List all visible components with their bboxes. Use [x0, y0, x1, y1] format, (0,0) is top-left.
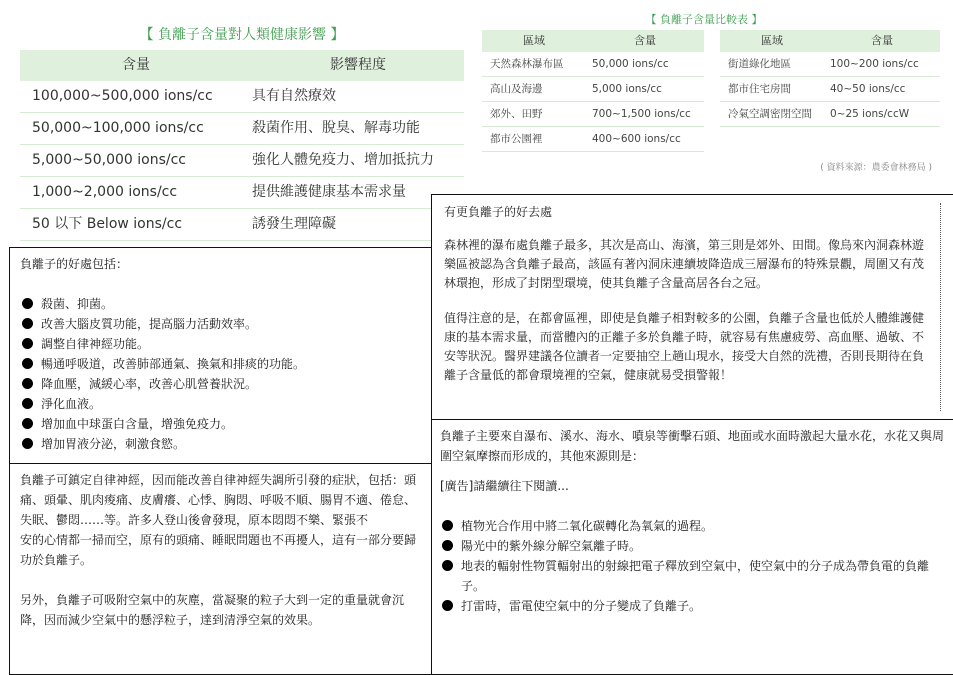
cell-content: 100,000~500,000 ions/cc [32, 88, 213, 104]
cell-area: 郊外、田野 [490, 108, 543, 120]
benefit-text: 殺菌、抑菌。 [41, 297, 114, 311]
data-source-note: ( 資料來源：農委會林務局 ) [820, 163, 932, 173]
cell-content: 5,000~50,000 ions/cc [32, 152, 186, 168]
list-item [20, 294, 421, 314]
bullet-icon [22, 358, 33, 369]
col-header-content: 含量 [122, 57, 150, 73]
list-item [440, 516, 945, 536]
list-item [20, 314, 421, 334]
cell-content: 40~50 ions/cc [830, 83, 906, 95]
list-item [20, 394, 421, 414]
nerves-paragraph-1: 負離子可鎮定自律神經，因而能改善自律神經失調所引發的症狀，包括：頭痛、頭暈、肌肉痠痛、皮膚癢、心悸、胸悶、呼吸不順、腸胃不適、倦怠、失眠、鬱悶……等。許多人登山後會發現，原本悶悶不樂、緊張不 [20, 473, 417, 527]
locations-paragraph-1: 森林裡的瀑布處負離子最多，其次是高山、海濱，第三則是郊外、田間。像烏來內洞森林遊樂區被認為含負離子最高，該區有著內洞床連續坡降造成三層瀑布的特殊景觀，周圍又有茂林環抱，形成了封閉型環境，使其負離子含量高居各台之冠。 [444, 238, 925, 290]
locations-paragraph-2: 值得注意的是，在都會區裡，即使是負離子相對較多的公園，負離子含量也低於人體維護健康的基本需求量，而當體內的正離子多於負離子時，就容易有焦慮疲勞、高血壓、過敏、不安等狀況。醫界建議各位讀者一定要抽空上趟山現水，接受大自然的洗禮，否則長期待在負離子含量低的都會環境裡的空氣，健康就易受損警報！ [444, 311, 925, 382]
table-row [20, 81, 464, 113]
bullet-icon [442, 560, 453, 571]
bullet-icon [442, 520, 453, 531]
table-row [720, 102, 940, 127]
benefit-text: 降血壓，減緩心率，改善心肌營養狀況。 [41, 377, 258, 391]
cell-area: 冷氣空調密閉空間 [728, 108, 812, 120]
bullet-icon [442, 600, 453, 611]
cell-area: 高山及海邊 [490, 83, 543, 95]
health-impact-header [20, 50, 464, 81]
sources-box [431, 419, 953, 675]
list-item [440, 556, 945, 596]
list-item [20, 354, 421, 374]
list-item [20, 434, 421, 454]
benefit-text: 改善大腦皮質功能，提高腦力活動效率。 [41, 317, 258, 331]
cell-content: 0~25 ions/ccW [830, 108, 910, 120]
benefits-intro: 負離子的好處包括： [20, 257, 129, 271]
list-item [440, 596, 945, 616]
col-header-content: 含量 [634, 34, 656, 47]
cell-content: 700~1,500 ions/cc [592, 108, 691, 120]
benefits-box [9, 247, 432, 464]
comparison-header [482, 30, 704, 52]
benefit-text: 增加胃液分泌，刺激食慾。 [41, 437, 186, 451]
cell-impact: 誘發生理障礙 [252, 216, 336, 232]
benefit-text: 暢通呼吸道，改善肺部通氣、換氣和排痰的功能。 [41, 357, 306, 371]
benefits-list [20, 294, 421, 454]
table-row [482, 52, 704, 77]
table-row [482, 127, 704, 152]
table-row [482, 102, 704, 127]
nerves-paragraph-1b: 安的心情都一掃而空，原有的頭痛、睡眠問題也不再擾人，這有一部分要歸功於負離子。 [20, 533, 417, 567]
bullet-icon [22, 298, 33, 309]
health-impact-title: 【 負離子含量對人類健康影響 】 [139, 27, 345, 43]
list-item [440, 536, 945, 556]
table-row [482, 77, 704, 102]
benefit-text: 增加血中球蛋白含量，增強免疫力。 [41, 417, 234, 431]
cell-content: 400~600 ions/cc [592, 133, 681, 145]
nerves-paragraph-2: 另外，負離子可吸附空氣中的灰塵，當凝聚的粒子大到一定的重量就會沉降，因而減少空氣中的懸浮粒子，達到清淨空氣的效果。 [20, 593, 405, 627]
source-text: 植物光合作用中將二氧化碳轉化為氧氣的過程。 [461, 519, 714, 533]
source-text: 陽光中的紫外線分解空氣離子時。 [461, 539, 642, 553]
locations-title: 有更負離子的好去處 [444, 205, 553, 219]
cell-content: 50,000 ions/cc [592, 58, 669, 70]
cell-area: 街道綠化地區 [728, 58, 791, 70]
source-text: 地表的輻射性物質輻射出的射線把電子釋放到空氣中，使空氣中的分子成為帶負電的負離子。 [461, 559, 930, 593]
comparison-left-column [482, 30, 704, 152]
table-row [20, 113, 464, 145]
comparison-header [720, 30, 940, 52]
cell-impact: 殺菌作用、脫臭、解毒功能 [252, 120, 420, 136]
cell-content: 100~200 ions/cc [830, 58, 919, 70]
list-item [20, 414, 421, 434]
cell-content: 1,000~2,000 ions/cc [32, 184, 178, 200]
cell-area: 天然森林瀑布區 [490, 58, 564, 70]
ad-link[interactable]: [廣告]請繼續往下閱讀... [440, 479, 569, 493]
table-row [20, 145, 464, 177]
col-header-area: 區域 [761, 34, 783, 47]
col-header-content: 含量 [871, 34, 893, 47]
bullet-icon [22, 398, 33, 409]
bullet-icon [22, 378, 33, 389]
col-header-impact: 影響程度 [330, 57, 386, 73]
cell-impact: 具有自然療效 [252, 88, 336, 104]
bullet-icon [22, 438, 33, 449]
benefit-text: 淨化血液。 [41, 397, 102, 411]
table-row [720, 77, 940, 102]
table-row [20, 177, 464, 209]
sources-list [440, 516, 945, 616]
bullet-icon [22, 418, 33, 429]
bullet-icon [442, 540, 453, 551]
cell-area: 都市住宅房間 [728, 83, 791, 95]
bullet-icon [22, 338, 33, 349]
nerves-box [9, 463, 432, 675]
table-row [20, 209, 464, 241]
comparison-title: 【 負離子含量比較表 】 [645, 13, 763, 26]
cell-impact: 強化人體免疫力、增加抵抗力 [252, 152, 434, 168]
benefit-text: 調整自律神經功能。 [41, 337, 150, 351]
sources-paragraph: 負離子主要來自瀑布、溪水、海水、噴泉等衝擊石頭、地面或水面時激起大量水花，水花又與周圍空氣摩擦而形成的，其他來源則是： [440, 429, 945, 463]
comparison-right-column [720, 30, 940, 152]
cell-content: 50 以下 Below ions/cc [32, 216, 183, 232]
bullet-icon [22, 318, 33, 329]
cell-area: 都市公園裡 [490, 133, 543, 145]
list-item [20, 374, 421, 394]
col-header-area: 區域 [523, 34, 545, 47]
health-impact-table [20, 24, 464, 241]
comparison-table [468, 10, 940, 173]
list-item [20, 334, 421, 354]
locations-box [431, 194, 953, 420]
source-text: 打雷時，雷電使空氣中的分子變成了負離子。 [461, 599, 702, 613]
cell-content: 50,000~100,000 ions/cc [32, 120, 204, 136]
table-row [720, 52, 940, 77]
cell-impact: 提供維護健康基本需求量 [252, 184, 406, 200]
cell-content: 5,000 ions/cc [592, 83, 662, 95]
